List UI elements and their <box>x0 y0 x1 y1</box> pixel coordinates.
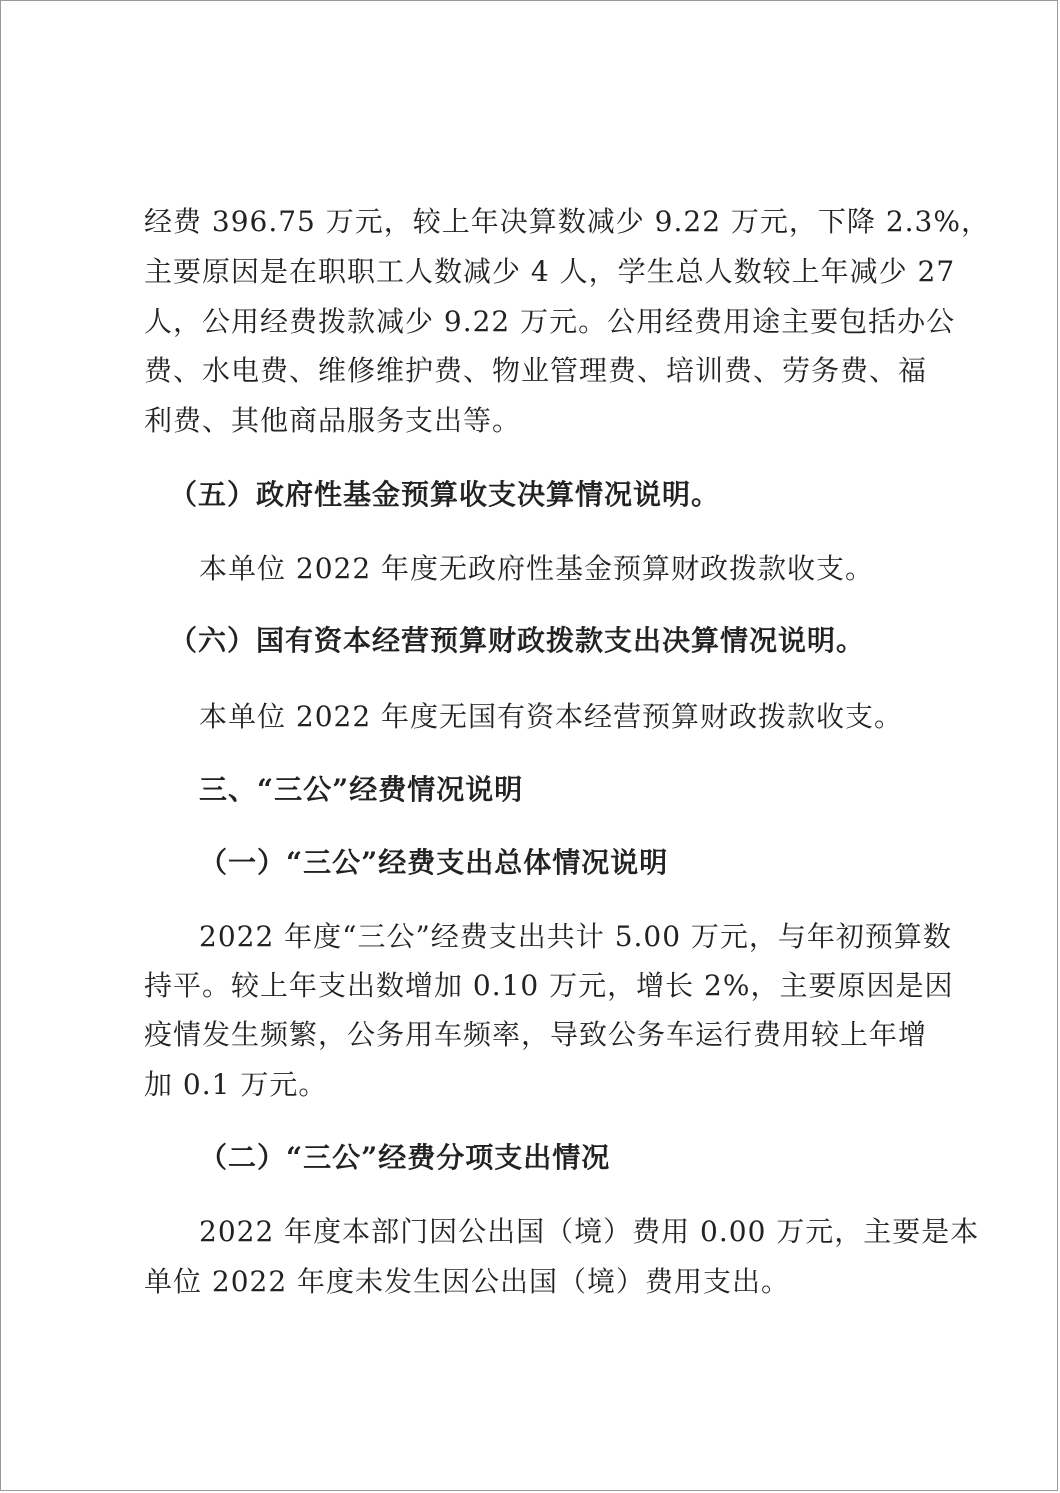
paragraph-line: 主要原因是在职职工人数减少 4 人，学生总人数较上年减少 27 <box>144 255 956 288</box>
section-heading: （五）政府性基金预算收支决算情况说明。 <box>169 478 721 511</box>
subsection-heading: （二）“三公”经费分项支出情况 <box>199 1141 611 1174</box>
subsection-heading: （一）“三公”经费支出总体情况说明 <box>199 846 669 879</box>
section-body: 本单位 2022 年度无国有资本经营预算财政拨款收支。 <box>199 700 904 733</box>
paragraph-line: 单位 2022 年度未发生因公出国（境）费用支出。 <box>144 1265 791 1298</box>
paragraph-line: 经费 396.75 万元，较上年决算数减少 9.22 万元，下降 2.3%， <box>144 205 990 238</box>
paragraph-line: 疫情发生频繁，公务用车频率，导致公务车运行费用较上年增 <box>144 1018 928 1051</box>
part-heading: 三、“三公”经费情况说明 <box>199 773 524 806</box>
paragraph-line: 2022 年度“三公”经费支出共计 5.00 万元，与年初预算数 <box>199 920 952 953</box>
section-heading: （六）国有资本经营预算财政拨款支出决算情况说明。 <box>169 624 866 657</box>
section-body: 本单位 2022 年度无政府性基金预算财政拨款收支。 <box>199 552 875 585</box>
paragraph-line: 加 0.1 万元。 <box>144 1068 328 1101</box>
paragraph-line: 人，公用经费拨款减少 9.22 万元。公用经费用途主要包括办公 <box>144 305 956 338</box>
paragraph-line: 利费、其他商品服务支出等。 <box>144 404 522 437</box>
paragraph-line: 持平。较上年支出数增加 0.10 万元，增长 2%，主要原因是因 <box>144 969 954 1002</box>
paragraph-line: 费、水电费、维修维护费、物业管理费、培训费、劳务费、福 <box>144 354 928 387</box>
paragraph-line: 2022 年度本部门因公出国（境）费用 0.00 万元，主要是本 <box>199 1215 980 1248</box>
